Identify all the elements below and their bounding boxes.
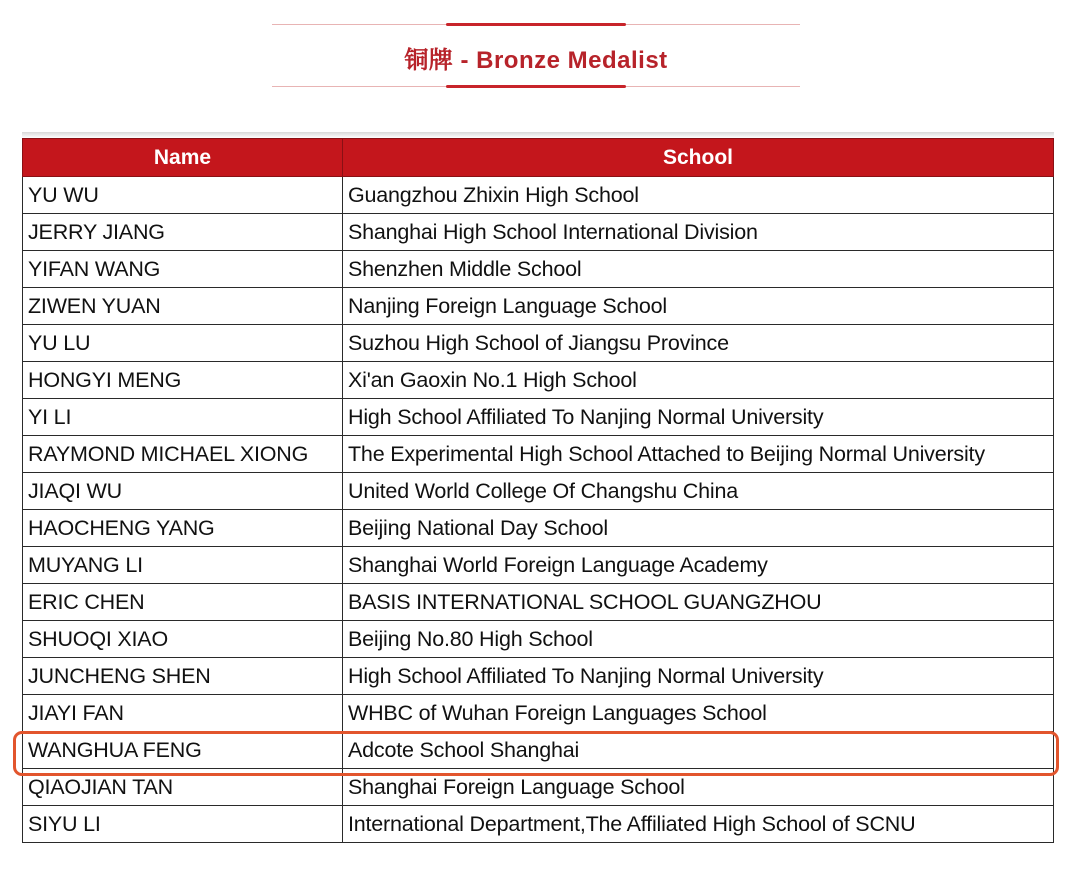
student-name-cell: YU LU	[23, 325, 343, 362]
table-row-highlighted	[23, 732, 1054, 769]
table-row	[23, 399, 1054, 436]
table-row	[23, 658, 1054, 695]
school-cell: Shanghai High School International Division	[343, 214, 1054, 251]
school-cell: Shanghai Foreign Language School	[343, 769, 1054, 806]
page-title: 铜牌 - Bronze Medalist	[404, 47, 668, 74]
student-name-cell: HONGYI MENG	[23, 362, 343, 399]
student-name-cell: JIAYI FAN	[23, 695, 343, 732]
school-cell: Guangzhou Zhixin High School	[343, 177, 1054, 214]
student-name-cell: SHUOQI XIAO	[23, 621, 343, 658]
student-name-cell: SIYU LI	[23, 806, 343, 843]
student-name-cell: YIFAN WANG	[23, 251, 343, 288]
table-row	[23, 251, 1054, 288]
table-row	[23, 621, 1054, 658]
table-row	[23, 473, 1054, 510]
table-row	[23, 584, 1054, 621]
school-cell: High School Affiliated To Nanjing Normal University	[343, 399, 1054, 436]
student-name-cell: YI LI	[23, 399, 343, 436]
school-cell: Shenzhen Middle School	[343, 251, 1054, 288]
table-row	[23, 695, 1054, 732]
student-name-cell: JIAQI WU	[23, 473, 343, 510]
column-header-name: Name	[23, 139, 343, 177]
medalist-table	[22, 138, 1054, 843]
school-cell: International Department,The Affiliated High School of SCNU	[343, 806, 1054, 843]
table-row	[23, 436, 1054, 473]
student-name-cell: JUNCHENG SHEN	[23, 658, 343, 695]
student-name-cell: JERRY JIANG	[23, 214, 343, 251]
title-bottom-accent	[446, 85, 626, 88]
school-cell: Xi'an Gaoxin No.1 High School	[343, 362, 1054, 399]
table-row	[23, 288, 1054, 325]
school-cell: WHBC of Wuhan Foreign Languages School	[343, 695, 1054, 732]
student-name-cell: RAYMOND MICHAEL XIONG	[23, 436, 343, 473]
column-header-school: School	[343, 139, 1054, 177]
student-name-cell: WANGHUA FENG	[23, 732, 343, 769]
student-name-cell: ZIWEN YUAN	[23, 288, 343, 325]
school-cell: High School Affiliated To Nanjing Normal University	[343, 658, 1054, 695]
school-cell: Beijing National Day School	[343, 510, 1054, 547]
student-name-cell: MUYANG LI	[23, 547, 343, 584]
title-banner	[272, 22, 800, 90]
table-row	[23, 547, 1054, 584]
student-name-cell: ERIC CHEN	[23, 584, 343, 621]
school-cell: BASIS INTERNATIONAL SCHOOL GUANGZHOU	[343, 584, 1054, 621]
school-cell: Suzhou High School of Jiangsu Province	[343, 325, 1054, 362]
table-row	[23, 510, 1054, 547]
table-row	[23, 806, 1054, 843]
table-row	[23, 769, 1054, 806]
school-cell: Shanghai World Foreign Language Academy	[343, 547, 1054, 584]
table-row	[23, 177, 1054, 214]
school-cell: Beijing No.80 High School	[343, 621, 1054, 658]
school-cell: Adcote School Shanghai	[343, 732, 1054, 769]
table-row	[23, 325, 1054, 362]
table-row	[23, 214, 1054, 251]
student-name-cell: QIAOJIAN TAN	[23, 769, 343, 806]
school-cell: The Experimental High School Attached to Beijing Normal University	[343, 436, 1054, 473]
student-name-cell: HAOCHENG YANG	[23, 510, 343, 547]
title-top-accent	[446, 23, 626, 26]
student-name-cell: YU WU	[23, 177, 343, 214]
table-header-row	[23, 139, 1054, 177]
school-cell: United World College Of Changshu China	[343, 473, 1054, 510]
table-row	[23, 362, 1054, 399]
school-cell: Nanjing Foreign Language School	[343, 288, 1054, 325]
